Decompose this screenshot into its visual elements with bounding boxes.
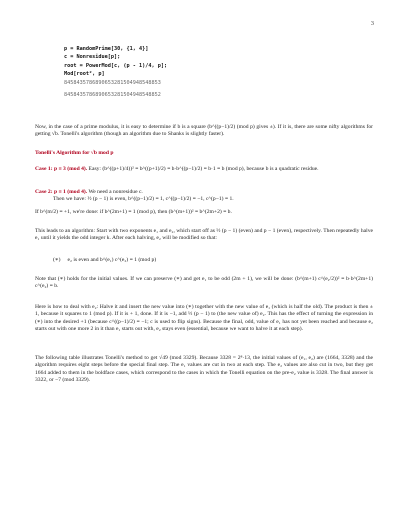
table-intro-paragraph: The following table illustrates Tonelli's method to get √49 (mod 3329). Because 3328 = 2⁸·13, the initial values of (e₁, e₂) are (1664, 3328) and the algorithm requires eight steps before the special final step. The e₁ values are cut in two at each step. The e₂ values are also cut in two, but they get 1664 added to them in the boldface cases, which correspond to the cases in which the Tonelli equation on the pre-e₂ value is 3328. The final answer is 3322, or −7 (mod 3329). [35,355,373,383]
intro-paragraph: Now, in the case of a prime modulus, it is easy to determine if b is a square (b^((p−1)/2) (mod p) gives ±). If it is, there are some nifty algorithms for getting √b. Tonelli's algorithm (though an algorithm due to Shanks is slightly faster). [35,124,373,138]
note-paragraph: Note that (∗) holds for the initial values. If we can preserve (∗) and get e₁ to be odd (2m + 1), we will be done: (b^(m+1) c^(e₂/2))² ≡ b·b^(2m+1) c^(e₂) ≡ b. [35,276,373,290]
case-1-label: Case 1: p ≡ 3 (mod 4). [35,166,88,172]
code-block [64,45,364,99]
case-2-label: Case 2: p ≡ 1 (mod 4). [35,189,88,195]
code-line: Mod[root², p] [64,71,105,78]
star-label: (∗) [53,257,61,263]
section-heading: Tonelli's Algorithm for √b mod p [35,150,114,156]
plan-paragraph: This leads to an algorithm: Start with two exponents e₁ and e₂, which start off as ½ (p − 1) (even) and p − 1 (even), respectively. Then repeatedly halve e₁ until it yields the odd integer k. After each halving, e₂ will be modified so that: [35,228,373,242]
code-line: c = Nonresidue[p]; [64,54,121,61]
case-2 [35,189,373,216]
case-1 [35,166,373,173]
code-line: p = RandomPrime[30, {1, 4}] [64,46,149,52]
case-2-line1: We need a nonresidue c. [88,189,143,195]
case-2-line3: If b^(m/2) ≡ +1, we're done: if b^(2m+1) ≡ 1 (mod p), then (b^(m+1))² ≡ b^(2m+2) ≡ b. [35,208,232,215]
star-condition [35,257,373,264]
deal-paragraph: Here is how to deal with e₂: Halve it and insert the new value into (∗) together with the new value of e₁ (which is half the old). The product is then ± 1, because it squares to 1 (mod p). If it is + 1, done. If it is −1, add ½ (p − 1) to (the new value of) e₂. This has the effect of turning the expression in (∗) into the desired +1 (because c^((p−1)/2) ≡ −1; c is used to flip signs). Because the final, odd, value of e₁ has not yet been reached and because e₂ starts out with one more 2 in it than e₁ starts out with, e₂ stays even (essential, because we want to halve it at each step). [35,304,373,332]
page-number: 3 [370,20,374,27]
code-line: root = PowerMod[c, (p - 1)/4, p]; [64,62,168,69]
code-output: 8458435786890653281504948548853 [64,79,161,86]
case-1-text: Easy: (b^((p+1)/4))² ≡ b^((p+1)/2) ≡ b·b^((p−1)/2) ≡ b·1 ≡ b (mod p), because b is a quadratic residue. [88,166,319,172]
code-output: 8458435786890653281504948548852 [64,91,161,98]
star-text: e₂ is even and b^(e₁) c^(e₂) ≡ 1 (mod p) [67,257,157,263]
case-2-line2: Then we have: ½ (p − 1) is even, b^((p−1)/2) ≡ 1, c^((p−1)/2) ≡ −1, c^(p−1) ≡ 1. [53,196,234,203]
